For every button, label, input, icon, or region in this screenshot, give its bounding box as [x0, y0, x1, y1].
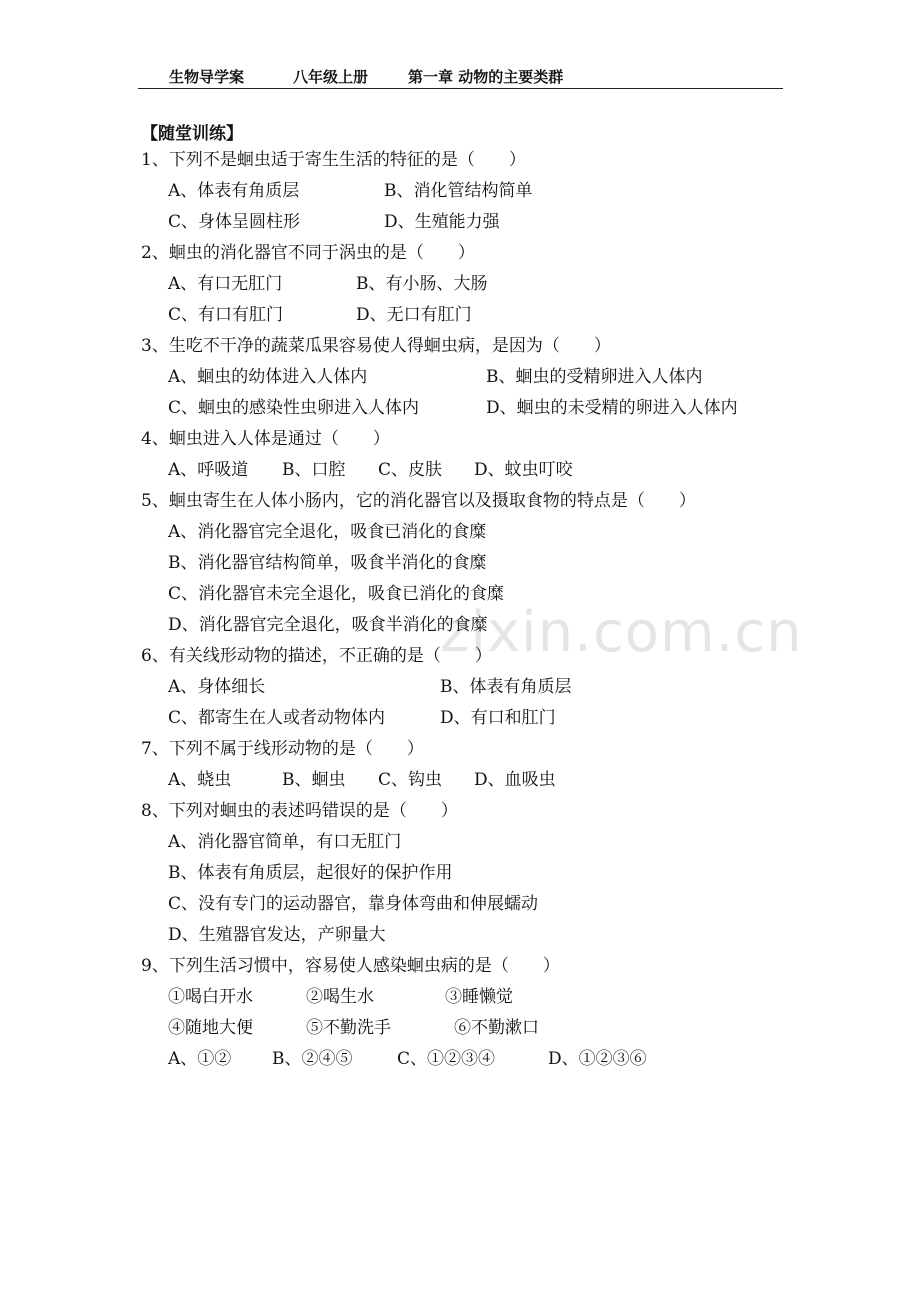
question-7-option-b: B、蛔虫 — [282, 770, 346, 790]
header-grade: 八年级上册 — [293, 68, 369, 86]
question-9-option-b: B、②④⑤ — [272, 1049, 353, 1069]
question-1-option-b: B、消化管结构简单 — [384, 181, 533, 201]
question-3-option-a: A、蛔虫的幼体进入人体内 — [168, 367, 368, 387]
question-3-option-d: D、蛔虫的未受精的卵进入人体内 — [486, 398, 738, 418]
question-2-option-c: C、有口有肛门 — [168, 305, 284, 325]
question-7-stem: 7、下列不属于线形动物的是（ ） — [141, 739, 424, 759]
question-5-stem: 5、蛔虫寄生在人体小肠内，它的消化器官以及摄取食物的特点是（ ） — [141, 491, 696, 511]
question-8-stem: 8、下列对蛔虫的表述吗错误的是（ ） — [141, 801, 458, 821]
page-header — [138, 66, 783, 89]
question-8-option-d: D、生殖器官发达，产卵量大 — [168, 925, 386, 945]
question-4-stem: 4、蛔虫进入人体是通过（ ） — [141, 429, 390, 449]
habit-3: ③睡懒觉 — [445, 987, 513, 1007]
habit-1: ①喝白开水 — [168, 987, 253, 1007]
question-8-option-c: C、没有专门的运动器官，靠身体弯曲和伸展蠕动 — [168, 894, 539, 914]
question-1-option-a: A、体表有角质层 — [168, 181, 300, 201]
question-9-stem: 9、下列生活习惯中，容易使人感染蛔虫病的是（ ） — [141, 956, 560, 976]
question-2-option-b: B、有小肠、大肠 — [356, 274, 488, 294]
question-4-option-a: A、呼吸道 — [168, 460, 249, 480]
question-6-option-d: D、有口和肛门 — [440, 708, 556, 728]
question-1-option-d: D、生殖能力强 — [384, 212, 500, 232]
question-1-stem: 1、下列不是蛔虫适于寄生生活的特征的是（ ） — [141, 150, 526, 170]
question-2-option-a: A、有口无肛门 — [168, 274, 283, 294]
question-7-option-d: D、血吸虫 — [474, 770, 556, 790]
header-chapter: 第一章 动物的主要类群 — [408, 68, 564, 86]
question-2-stem: 2、蛔虫的消化器官不同于涡虫的是（ ） — [141, 243, 475, 263]
question-6-stem: 6、有关线形动物的描述，不正确的是（ ） — [141, 646, 492, 666]
habit-2: ②喝生水 — [306, 987, 374, 1007]
question-9-option-a: A、①② — [168, 1049, 232, 1069]
section-title: 【随堂训练】 — [141, 124, 243, 144]
habit-4: ④随地大便 — [168, 1018, 253, 1038]
question-6-option-b: B、体表有角质层 — [440, 677, 572, 697]
question-1-option-c: C、身体呈圆柱形 — [168, 212, 301, 232]
header-subject: 生物导学案 — [169, 68, 245, 86]
question-7-option-a: A、蛲虫 — [168, 770, 232, 790]
question-6-option-c: C、都寄生在人或者动物体内 — [168, 708, 386, 728]
question-9-option-d: D、①②③⑥ — [548, 1049, 647, 1069]
watermark: zixin.com.cn — [440, 600, 803, 665]
question-3-option-c: C、蛔虫的感染性虫卵进入人体内 — [168, 398, 420, 418]
question-8-option-a: A、消化器官简单，有口无肛门 — [168, 832, 402, 852]
question-9-option-c: C、①②③④ — [397, 1049, 496, 1069]
question-4-option-d: D、蚊虫叮咬 — [474, 460, 573, 480]
question-5-option-b: B、消化器官结构简单，吸食半消化的食糜 — [168, 553, 487, 573]
question-3-option-b: B、蛔虫的受精卵进入人体内 — [486, 367, 703, 387]
question-5-option-d: D、消化器官完全退化，吸食半消化的食糜 — [168, 615, 488, 635]
habit-5: ⑤不勤洗手 — [306, 1018, 391, 1038]
question-6-option-a: A、身体细长 — [168, 677, 266, 697]
question-2-option-d: D、无口有肛门 — [356, 305, 472, 325]
question-8-option-b: B、体表有角质层，起很好的保护作用 — [168, 863, 453, 883]
question-4-option-b: B、口腔 — [282, 460, 346, 480]
question-5-option-a: A、消化器官完全退化，吸食已消化的食糜 — [168, 522, 487, 542]
habit-6: ⑥不勤漱口 — [454, 1018, 539, 1038]
question-4-option-c: C、皮肤 — [378, 460, 443, 480]
question-5-option-c: C、消化器官未完全退化，吸食已消化的食糜 — [168, 584, 505, 604]
question-7-option-c: C、钩虫 — [378, 770, 443, 790]
question-3-stem: 3、生吃不干净的蔬菜瓜果容易使人得蛔虫病，是因为（ ） — [141, 336, 611, 356]
